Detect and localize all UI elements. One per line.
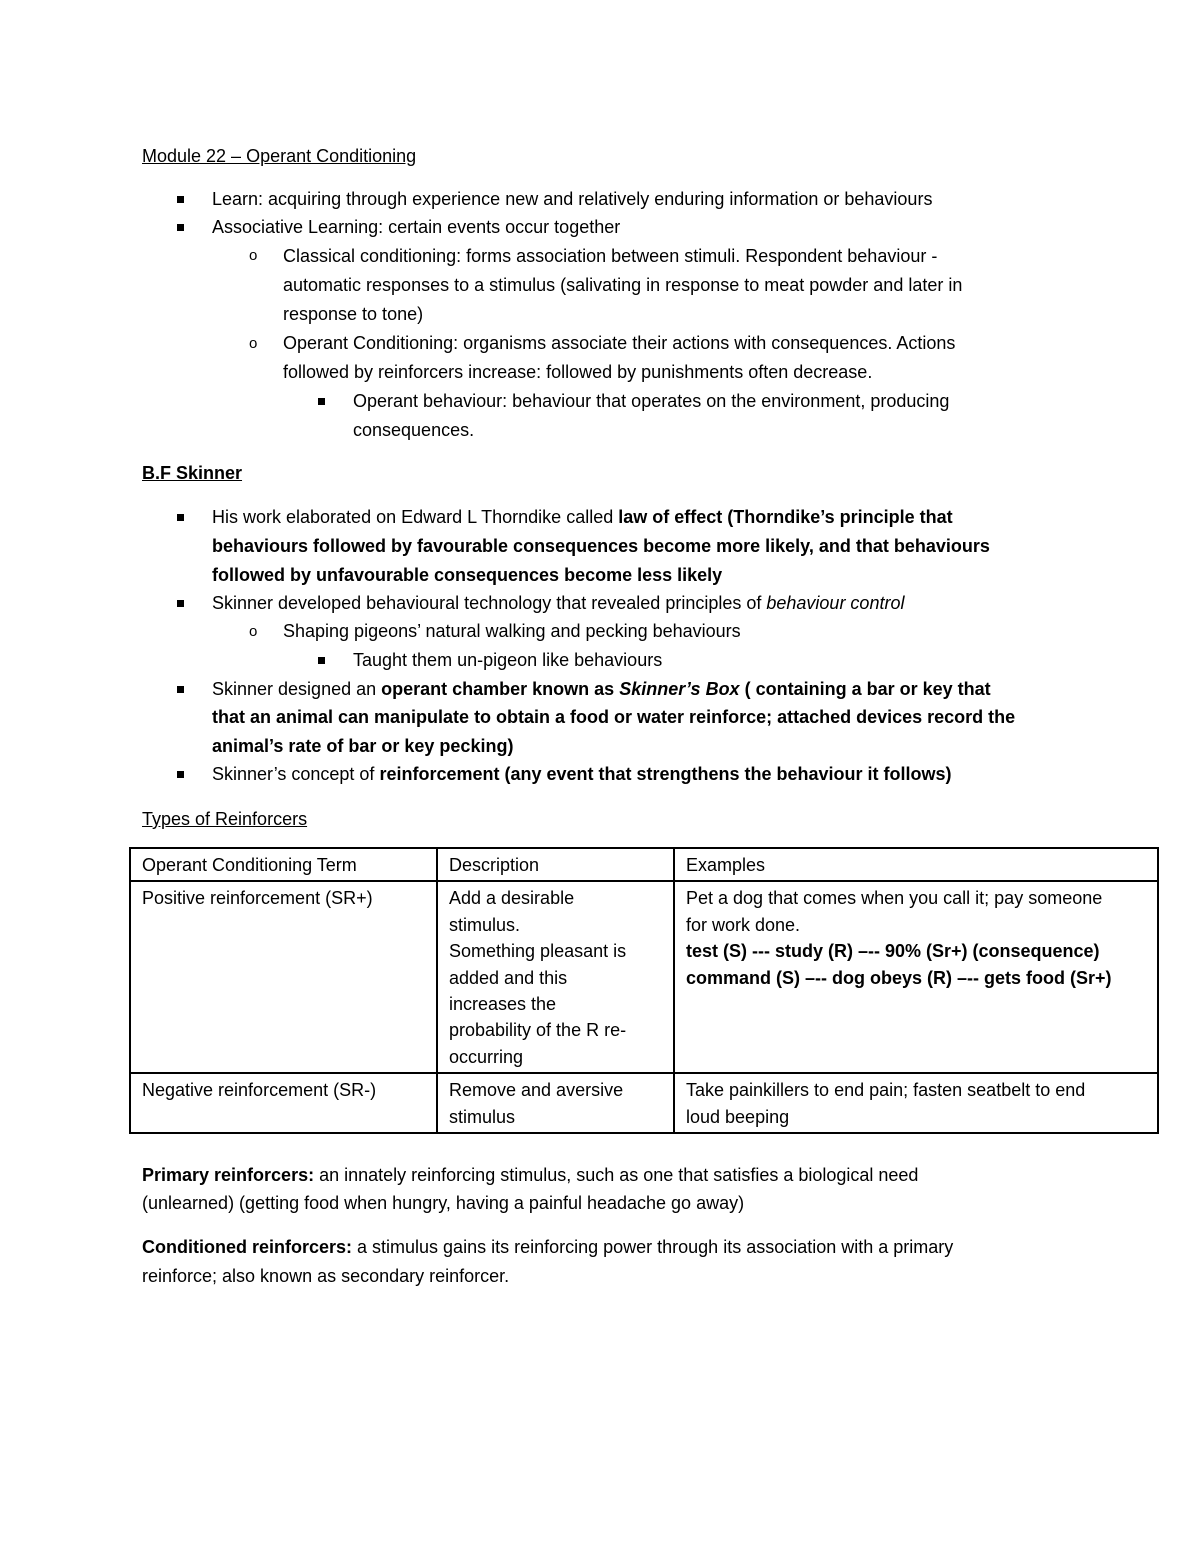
skinner-bullet-1-line-1: His work elaborated on Edward L Thorndike called law of effect (Thorndike’s principle that <box>212 507 953 527</box>
classical-conditioning-line-2: automatic responses to a stimulus (salivating in response to meat powder and later in <box>283 275 963 295</box>
square-bullet-icon <box>177 196 184 203</box>
operant-conditioning-line-1: Operant Conditioning: organisms associate their actions with consequences. Actions <box>283 333 956 353</box>
bullet-associative-learning: Associative Learning: certain events occur together <box>212 217 621 237</box>
skinner-bullet-2: Skinner developed behavioural technology that revealed principles of behaviour control <box>212 593 905 613</box>
square-bullet-icon <box>177 686 184 693</box>
term-cell: Positive reinforcement (SR+) <box>130 881 437 1073</box>
circle-bullet-icon: o <box>249 247 258 264</box>
operant-behaviour-line-2: consequences. <box>353 420 475 440</box>
square-bullet-icon <box>177 771 184 778</box>
examples-cell: Pet a dog that comes when you call it; pay someone for work done. test (S) --- study (R) –-- 90% (Sr+) (consequence) command (S) –-- dog obeys (R) –-- gets food (Sr+) <box>674 881 1158 1073</box>
module-title: Module 22 – Operant Conditioning <box>142 146 417 166</box>
table-row <box>130 1073 1158 1133</box>
term-cell: Negative reinforcement (SR-) <box>130 1073 437 1133</box>
skinner-bullet-4: Skinner’s concept of reinforcement (any event that strengthens the behaviour it follows) <box>212 764 952 784</box>
square-bullet-icon <box>177 600 184 607</box>
square-bullet-icon <box>177 514 184 521</box>
types-title: Types of Reinforcers <box>142 809 308 829</box>
square-bullet-icon <box>318 398 325 405</box>
table-header-cell: Examples <box>674 848 1158 881</box>
circle-bullet-icon: o <box>249 335 258 352</box>
square-bullet-icon <box>318 657 325 664</box>
bullet-learn: Learn: acquiring through experience new and relatively enduring information or behaviours <box>212 189 933 209</box>
circle-bullet-icon: o <box>249 623 258 640</box>
skinner-bullet-3-line-1: Skinner designed an operant chamber known as Skinner’s Box ( containing a bar or key that <box>212 679 991 699</box>
skinner-bullet-3-line-2: that an animal can manipulate to obtain a food or water reinforce; attached devices record the <box>212 707 1016 727</box>
skinner-bullet-3-line-3: animal’s rate of bar or key pecking) <box>212 736 514 756</box>
table-header-cell: Description <box>437 848 674 881</box>
description-cell: Remove and aversive stimulus <box>437 1073 674 1133</box>
description-cell: Add a desirable stimulus. Something pleasant is added and this increases the probability of the R re- occurring <box>437 881 674 1073</box>
table-header-cell: Operant Conditioning Term <box>130 848 437 881</box>
classical-conditioning-line-1: Classical conditioning: forms association between stimuli. Respondent behaviour - <box>283 246 938 266</box>
examples-cell: Take painkillers to end pain; fasten seatbelt to end loud beeping <box>674 1073 1158 1133</box>
square-bullet-icon <box>177 224 184 231</box>
operant-behaviour-line-1: Operant behaviour: behaviour that operates on the environment, producing <box>353 391 950 411</box>
skinner-bullet-1-line-2: behaviours followed by favourable consequences become more likely, and that behaviours <box>212 536 990 556</box>
conditioned-reinforcers-line-2: reinforce; also known as secondary reinforcer. <box>142 1266 510 1286</box>
table-header-row <box>130 848 1158 881</box>
skinner-title: B.F Skinner <box>142 463 243 483</box>
classical-conditioning-line-3: response to tone) <box>283 304 424 324</box>
un-pigeon-behaviours: Taught them un-pigeon like behaviours <box>353 650 663 670</box>
shaping-pigeons: Shaping pigeons’ natural walking and pecking behaviours <box>283 621 741 641</box>
table-row <box>130 881 1158 1073</box>
primary-reinforcers-line-2: (unlearned) (getting food when hungry, having a painful headache go away) <box>142 1193 745 1213</box>
conditioned-reinforcers-line-1: Conditioned reinforcers: a stimulus gains its reinforcing power through its association with a primary <box>142 1237 954 1257</box>
primary-reinforcers-line-1: Primary reinforcers: an innately reinforcing stimulus, such as one that satisfies a biological need <box>142 1165 919 1185</box>
skinner-bullet-1-line-3: followed by unfavourable consequences become less likely <box>212 565 723 585</box>
reinforcers-table <box>129 847 1159 1134</box>
operant-conditioning-line-2: followed by reinforcers increase: followed by punishments often decrease. <box>283 362 873 382</box>
